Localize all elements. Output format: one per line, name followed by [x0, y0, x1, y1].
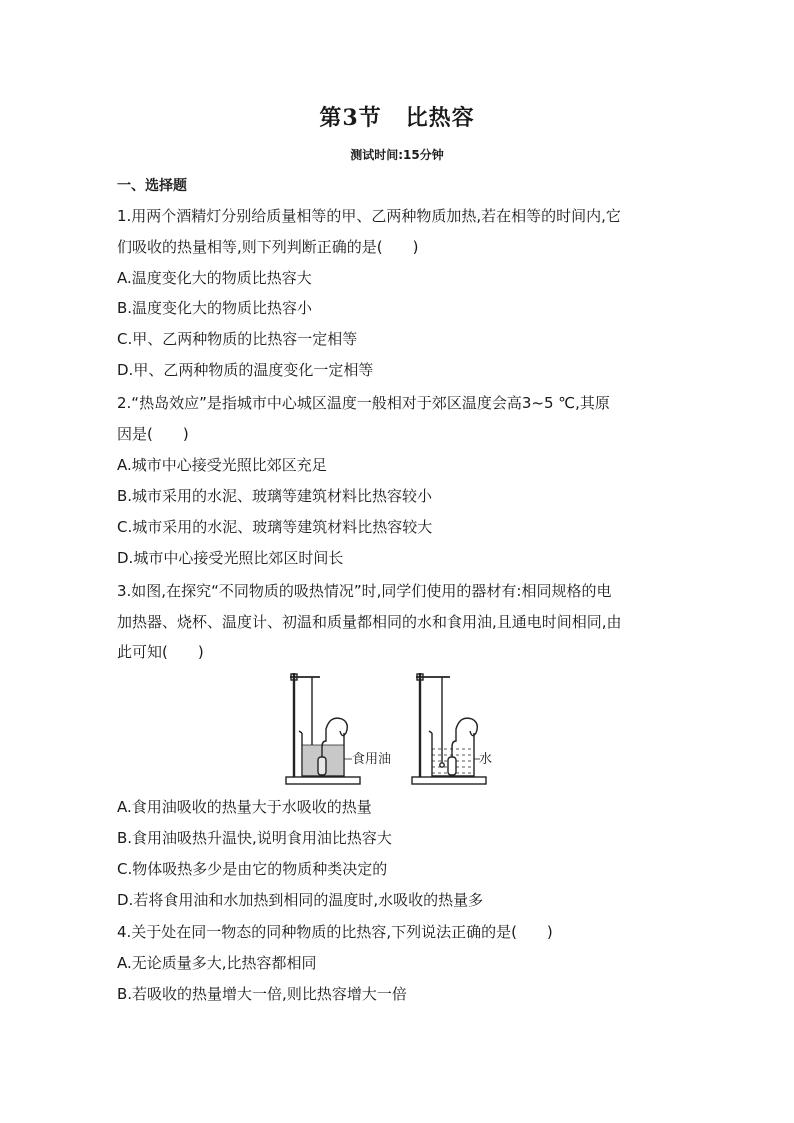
q1-option-a: A.温度变化大的物质比热容大 [117, 269, 312, 287]
section-heading: 一、选择题 [117, 178, 187, 194]
oil-label: 食用油 [352, 752, 392, 767]
q2-option-d: D.城市中心接受光照比郊区时间长 [117, 549, 344, 567]
q3-option-c: C.物体吸热多少是由它的物质种类决定的 [117, 860, 388, 878]
q3-option-b: B.食用油吸热升温快,说明食用油比热容大 [117, 829, 392, 847]
test-duration: 测试时间:15分钟 [350, 148, 444, 162]
water-heater [448, 757, 456, 775]
water-label: 水 [479, 752, 493, 767]
q4-stem-line1: 4.关于处在同一物态的同种物质的比热容,下列说法正确的是( ) [117, 923, 553, 941]
q1-option-d: D.甲、乙两种物质的温度变化一定相等 [117, 361, 374, 379]
q2-option-c: C.城市采用的水泥、玻璃等建筑材料比热容较大 [117, 518, 433, 536]
oil-apparatus [286, 673, 360, 784]
q3-stem-line2: 加热器、烧杯、温度计、初温和质量都相同的水和食用油,且通电时间相同,由 [117, 613, 622, 631]
q4-option-b: B.若吸收的热量增大一倍,则比热容增大一倍 [117, 985, 407, 1003]
q4-option-a: A.无论质量多大,比热容都相同 [117, 954, 317, 972]
q1-option-c: C.甲、乙两种物质的比热容一定相等 [117, 330, 358, 348]
water-apparatus [412, 673, 486, 784]
q2-option-a: A.城市中心接受光照比郊区充足 [117, 456, 327, 474]
q3-option-d: D.若将食用油和水加热到相同的温度时,水吸收的热量多 [117, 891, 484, 909]
left-stand-base [286, 777, 360, 784]
experiment-figure [280, 665, 510, 787]
q3-stem-line1: 3.如图,在探究“不同物质的吸热情况”时,同学们使用的器材有:相同规格的电 [117, 582, 612, 600]
q2-stem-line1: 2.“热岛效应”是指城市中心城区温度一般相对于郊区温度会高3~5 ℃,其原 [117, 394, 610, 412]
q3-option-a: A.食用油吸收的热量大于水吸收的热量 [117, 798, 372, 816]
page-title [0, 101, 794, 132]
q1-stem-line1: 1.用两个酒精灯分别给质量相等的甲、乙两种物质加热,若在相等的时间内,它 [117, 207, 621, 225]
q2-stem-line2: 因是( ) [117, 425, 189, 443]
q2-option-b: B.城市采用的水泥、玻璃等建筑材料比热容较小 [117, 487, 433, 505]
title-main: 比热容 [405, 105, 475, 131]
oil-heater [318, 757, 326, 775]
right-stand-base [412, 777, 486, 784]
title-prefix: 第3节 [319, 105, 382, 131]
q3-stem-line3: 此可知( ) [117, 643, 204, 661]
q1-stem-line2: 们吸收的热量相等,则下列判断正确的是( ) [117, 238, 419, 256]
q1-option-b: B.温度变化大的物质比热容小 [117, 299, 313, 317]
water-thermometer-bulb [440, 763, 444, 767]
